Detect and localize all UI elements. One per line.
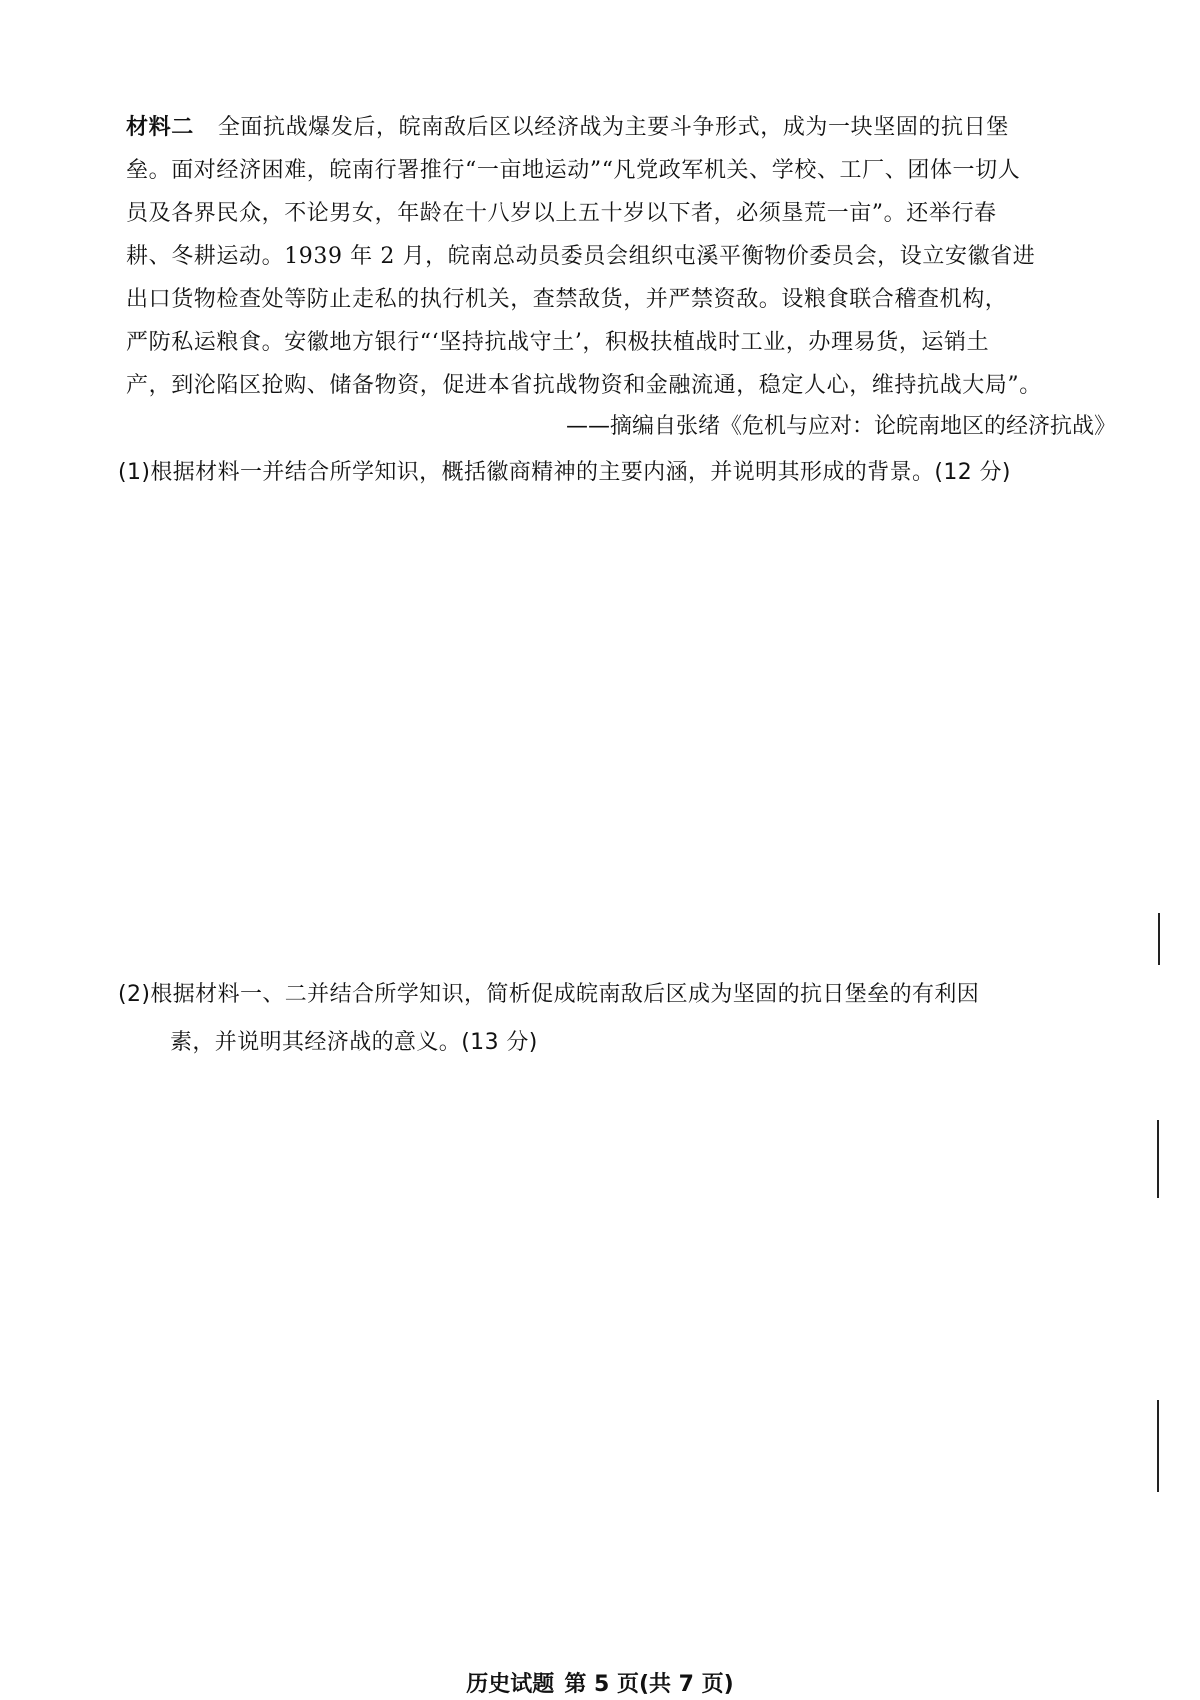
material-label: 材料二 — [126, 115, 194, 140]
material-line — [126, 113, 1009, 143]
page-footer — [0, 1670, 1200, 1700]
material-line: 严防私运粮食。安徽地方银行“‘坚持抗战守土’，积极扶植战时工业，办理易货，运销土 — [126, 330, 990, 355]
scan-margin-mark — [1157, 1400, 1159, 1492]
footer-page-number: 第 5 页(共 7 页) — [564, 1672, 734, 1697]
scan-margin-mark — [1157, 1120, 1159, 1198]
footer-subject: 历史试题 — [466, 1672, 555, 1697]
material-line: 耕、冬耕运动。1939 年 2 月，皖南总动员委员会组织屯溪平衡物价委员会，设立安徽省进 — [126, 244, 1036, 269]
material-text: 全面抗战爆发后，皖南敌后区以经济战为主要斗争形式，成为一块坚固的抗日堡 — [217, 115, 1009, 140]
question-2-line-2: 素，并说明其经济战的意义。(13 分) — [170, 1030, 538, 1055]
material-line: 员及各界民众，不论男女，年龄在十八岁以上五十岁以下者，必须垦荒一亩”。还举行春 — [126, 201, 997, 226]
material-line: 出口货物检查处等防止走私的执行机关，查禁敌货，并严禁资敌。设粮食联合稽查机构， — [126, 287, 1008, 312]
question-2-line-1: (2)根据材料一、二并结合所学知识，简析促成皖南敌后区成为坚固的抗日堡垒的有利因 — [118, 982, 980, 1007]
scan-margin-mark — [1158, 913, 1160, 965]
material-source-citation: ——摘编自张绪《危机与应对：论皖南地区的经济抗战》 — [565, 414, 1116, 439]
question-1: (1)根据材料一并结合所学知识，概括徽商精神的主要内涵，并说明其形成的背景。(12 分) — [118, 460, 1011, 485]
material-line: 垒。面对经济困难，皖南行署推行“一亩地运动”“凡党政军机关、学校、工厂、团体一切人 — [126, 158, 1021, 183]
material-line: 产，到沦陷区抢购、储备物资，促进本省抗战物资和金融流通，稳定人心，维持抗战大局”。 — [126, 373, 1042, 398]
